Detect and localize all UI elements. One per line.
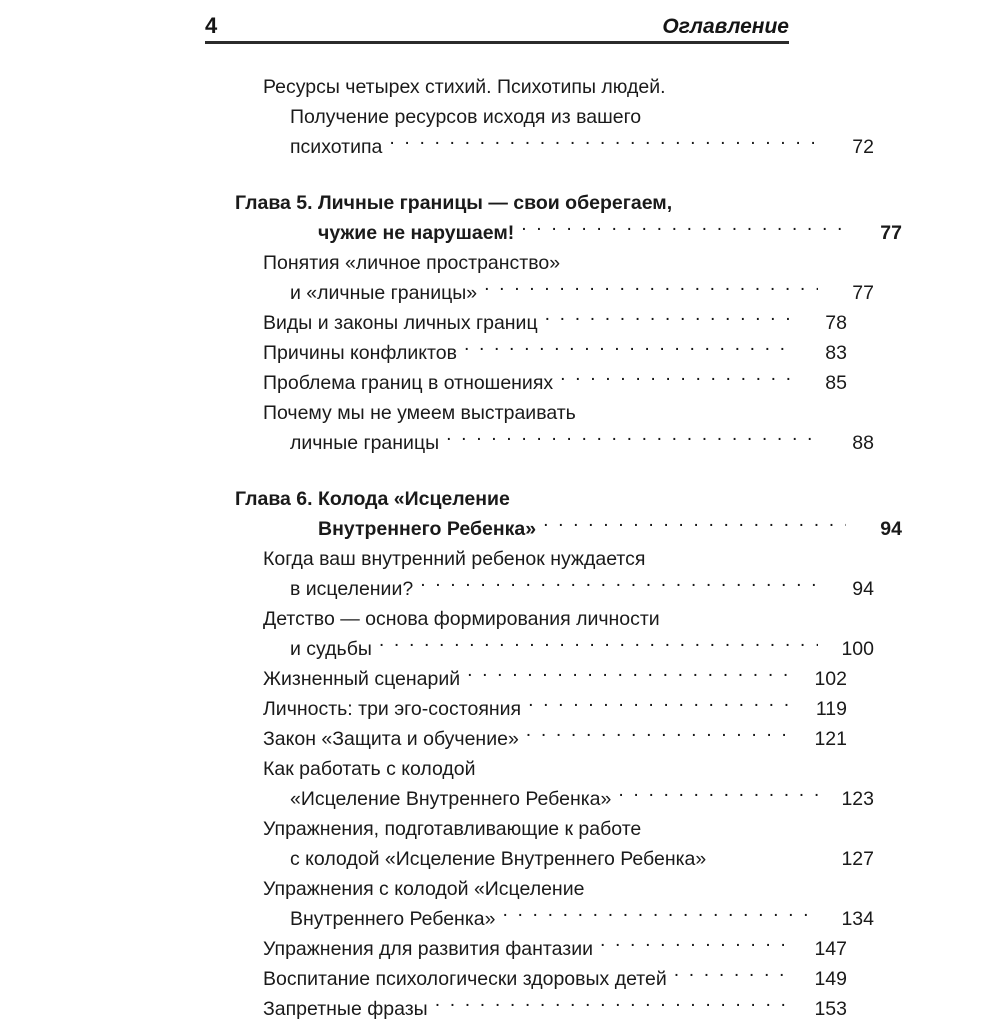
toc-line <box>205 964 847 994</box>
toc-page-number: 94 <box>880 518 902 540</box>
toc-line <box>205 218 902 248</box>
toc-entry[interactable] <box>0 694 1000 724</box>
toc-entry-title: «Исцеление Внутреннего Ребенка» <box>290 788 612 810</box>
toc-page-number: 121 <box>814 728 847 750</box>
dot-leader <box>560 370 791 390</box>
toc-entry-title: в исцелении? <box>290 578 414 600</box>
toc-entry-title: Внутреннего Ребенка» <box>290 908 496 930</box>
toc-entry-title: Глава 6. Колода «Исцеление <box>235 488 510 510</box>
toc-entry-title: Запретные фразы <box>263 998 428 1020</box>
toc-entry-title: Упражнения, подготавливающие к работе <box>263 818 642 840</box>
toc-entry-title: психотипа <box>290 136 383 158</box>
toc-page-number: 119 <box>815 698 847 720</box>
toc-line <box>205 874 847 904</box>
dot-leader <box>517 486 763 506</box>
dot-leader <box>467 666 791 686</box>
dot-leader <box>713 846 818 866</box>
toc-line <box>205 72 847 102</box>
toc-entry[interactable] <box>0 398 1000 458</box>
toc-entry-title: Упражнения для развития фантазии <box>263 938 593 960</box>
toc-line <box>205 934 847 964</box>
toc-page-number: 83 <box>825 342 847 364</box>
dot-leader <box>591 876 791 896</box>
toc-line <box>205 102 874 132</box>
page-folio: 4 <box>205 13 218 38</box>
dot-leader <box>600 936 791 956</box>
toc-entry-title: и «личные границы» <box>290 282 478 304</box>
toc-line <box>205 132 874 162</box>
toc-entry-title: Личность: три эго-состояния <box>263 698 522 720</box>
dot-leader <box>446 430 818 450</box>
dot-leader <box>483 756 791 776</box>
toc-page-number: 88 <box>852 432 874 454</box>
dot-leader <box>648 104 818 124</box>
toc-page-number: 85 <box>825 372 847 394</box>
toc-entry[interactable] <box>0 964 1000 994</box>
toc-line <box>205 428 874 458</box>
toc-page-number: 77 <box>852 282 874 304</box>
toc-line <box>205 308 847 338</box>
toc-line <box>205 904 874 934</box>
toc-line <box>205 338 847 368</box>
toc-entry-title: Воспитание психологически здоровых детей <box>263 968 667 990</box>
toc-entry-title: Глава 5. Личные границы — свои оберегаем, <box>235 192 673 214</box>
toc-line <box>205 754 847 784</box>
toc-line <box>205 784 874 814</box>
toc-line <box>205 664 847 694</box>
toc-line <box>205 634 874 664</box>
toc-page-number: 127 <box>841 848 874 870</box>
toc-entry[interactable] <box>0 754 1000 814</box>
dot-leader <box>652 546 791 566</box>
toc-entry-title: Понятия «личное пространство» <box>263 252 561 274</box>
toc-entry-title: Внутреннего Ребенка» <box>318 518 537 540</box>
toc-line <box>205 604 847 634</box>
toc-entry-title: личные границы <box>290 432 440 454</box>
toc-page-number: 134 <box>841 908 874 930</box>
toc-entry-title: Ресурсы четырех стихий. Психотипы людей. <box>263 76 666 98</box>
toc-entry[interactable] <box>0 72 1000 162</box>
dot-leader <box>583 400 791 420</box>
toc-entry[interactable] <box>0 368 1000 398</box>
dot-leader <box>567 250 791 270</box>
toc-page-number: 147 <box>814 938 847 960</box>
toc-page-number: 100 <box>841 638 874 660</box>
toc-entry-title: чужие не нарушаем! <box>318 222 515 244</box>
toc-line <box>205 188 819 218</box>
toc-entry-title: Когда ваш внутренний ребенок нуждается <box>263 548 646 570</box>
toc-entry-title: Виды и законы личных границ <box>263 312 538 334</box>
toc-line <box>205 248 847 278</box>
toc-page-number: 72 <box>852 136 874 158</box>
dot-leader <box>648 816 791 836</box>
toc-line <box>205 514 902 544</box>
toc-line <box>205 844 874 874</box>
toc-page-number: 77 <box>880 222 902 244</box>
toc-entry[interactable] <box>0 994 1000 1024</box>
toc-entry-title: Проблема границ в отношениях <box>263 372 554 394</box>
dot-leader <box>545 310 791 330</box>
toc-line <box>205 484 819 514</box>
dot-leader <box>674 966 791 986</box>
toc-chapter-entry[interactable] <box>0 484 1000 544</box>
dot-leader <box>379 636 818 656</box>
toc-chapter-entry[interactable] <box>0 188 1000 248</box>
dot-leader <box>673 74 791 94</box>
dot-leader <box>435 996 791 1016</box>
toc-entry-title: Получение ресурсов исходя из вашего <box>290 106 642 128</box>
dot-leader <box>618 786 818 806</box>
toc-line <box>205 694 847 724</box>
toc-entry-title: с колодой «Исцеление Внутреннего Ребенка» <box>290 848 707 870</box>
page-title: Оглавление <box>662 15 789 38</box>
toc-page-number: 94 <box>852 578 874 600</box>
toc-entry[interactable] <box>0 308 1000 338</box>
toc-line <box>205 814 847 844</box>
toc-entry[interactable] <box>0 934 1000 964</box>
table-of-contents <box>0 72 1000 1024</box>
toc-page-number: 102 <box>814 668 847 690</box>
toc-entry-title: Причины конфликтов <box>263 342 457 364</box>
toc-page-number: 153 <box>814 998 847 1020</box>
toc-entry-title: Детство — основа формирования личности <box>263 608 660 630</box>
dot-leader <box>667 606 791 626</box>
dot-leader <box>420 576 818 596</box>
toc-entry-title: Упражнения с колодой «Исцеление <box>263 878 585 900</box>
toc-entry-title: и судьбы <box>290 638 372 660</box>
toc-entry[interactable] <box>0 874 1000 934</box>
toc-line <box>205 724 847 754</box>
toc-line <box>205 574 874 604</box>
toc-line <box>205 278 874 308</box>
toc-line <box>205 398 847 428</box>
toc-page-number: 123 <box>841 788 874 810</box>
dot-leader <box>464 340 791 360</box>
toc-entry-title: Как работать с колодой <box>263 758 476 780</box>
toc-entry-title: Почему мы не умеем выстраивать <box>263 402 576 424</box>
toc-entry[interactable] <box>0 664 1000 694</box>
dot-leader <box>389 134 818 154</box>
dot-leader <box>526 726 791 746</box>
toc-page-number: 78 <box>825 312 847 334</box>
dot-leader <box>502 906 818 926</box>
toc-entry[interactable] <box>0 248 1000 308</box>
toc-entry[interactable] <box>0 724 1000 754</box>
toc-entry[interactable] <box>0 338 1000 368</box>
dot-leader <box>521 220 846 240</box>
dot-leader <box>543 516 846 536</box>
toc-entry-title: Жизненный сценарий <box>263 668 461 690</box>
toc-entry[interactable] <box>0 814 1000 874</box>
dot-leader <box>679 190 763 210</box>
toc-entry[interactable] <box>0 544 1000 604</box>
dot-leader <box>484 280 818 300</box>
toc-line <box>205 368 847 398</box>
toc-entry[interactable] <box>0 604 1000 664</box>
toc-page-number: 149 <box>814 968 847 990</box>
toc-line <box>205 994 847 1024</box>
running-head <box>205 14 789 44</box>
toc-entry-title: Закон «Защита и обучение» <box>263 728 519 750</box>
toc-line <box>205 544 847 574</box>
dot-leader <box>528 696 791 716</box>
